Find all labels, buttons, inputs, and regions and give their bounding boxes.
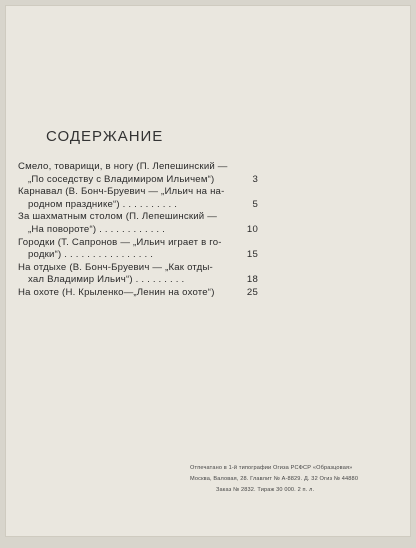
- toc-entry: [18, 186, 258, 199]
- imprint-line: Заказ № 2832. Тираж 30 000. 2 п. л.: [216, 487, 315, 493]
- page-title: СОДЕРЖАНИЕ: [46, 128, 164, 145]
- toc-entry: [18, 161, 258, 174]
- toc-page-number: 15: [246, 249, 258, 261]
- imprint-line: Москва, Валовая, 28. Главлит № А-8829. Д. 32 Огиз № 44880: [190, 476, 359, 482]
- toc-entry: [18, 224, 258, 237]
- toc-entry-text: На отдыхе (В. Бонч-Бруевич — „Как отды-: [18, 261, 213, 273]
- toc-entry-text: родки“) . . . . . . . . . . . . . . . .: [28, 249, 154, 261]
- toc-entry-text: Городки (Т. Сапронов — „Ильич играет в го-: [18, 236, 222, 248]
- toc-entry-text: На охоте (Н. Крыленко—„Ленин на охоте“): [18, 286, 215, 298]
- toc-entry-text: хал Владимир Ильич“) . . . . . . . . .: [28, 274, 185, 286]
- book-page: [6, 6, 410, 536]
- toc-entry-text: „По соседству с Владимиром Ильичем“): [28, 173, 215, 185]
- toc-entry: [18, 274, 258, 287]
- table-of-contents: [18, 161, 258, 300]
- toc-entry: [18, 237, 258, 250]
- toc-entry: [18, 249, 258, 262]
- toc-entry: [18, 174, 258, 187]
- toc-entry: [18, 287, 258, 300]
- imprint-line: Отпечатано в 1-й типографии Огиза РСФСР «Образцовая»: [190, 465, 353, 471]
- toc-entry: [18, 262, 258, 275]
- toc-page-number: 10: [246, 223, 258, 235]
- printer-imprint: [190, 463, 394, 496]
- toc-page-number: 25: [246, 286, 258, 298]
- toc-entry-text: Смело, товарищи, в ногу (П. Лепешинский —: [18, 161, 228, 172]
- toc-entry-text: „На повороте“) . . . . . . . . . . . .: [28, 223, 166, 235]
- toc-entry: [18, 211, 258, 224]
- toc-entry-text: родном празднике“) . . . . . . . . . .: [28, 198, 178, 210]
- toc-page-number: 18: [246, 274, 258, 286]
- toc-entry-text: Карнавал (В. Бонч-Бруевич — „Ильич на на-: [18, 186, 225, 198]
- toc-page-number: 3: [252, 173, 258, 185]
- toc-page-number: 5: [252, 198, 258, 210]
- toc-entry-text: За шахматным столом (П. Лепешинский —: [18, 211, 218, 223]
- toc-entry: [18, 199, 258, 212]
